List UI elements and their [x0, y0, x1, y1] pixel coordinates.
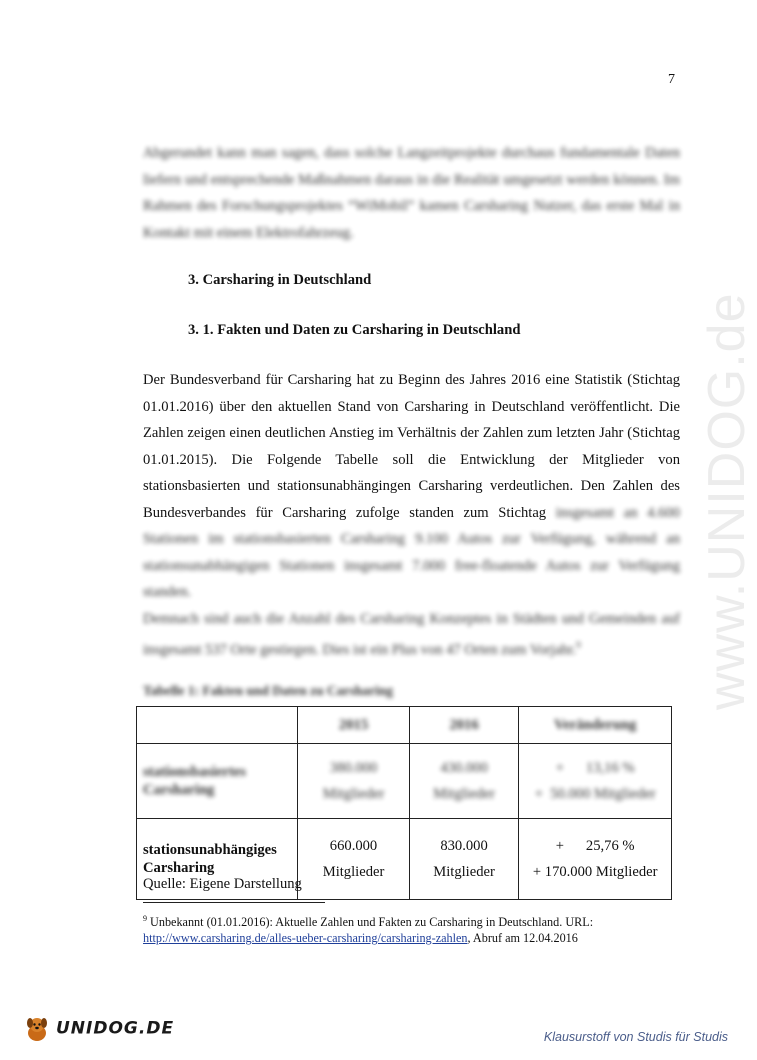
cell-2016: 430.000 Mitglieder: [409, 744, 519, 819]
subsection-heading: 3. 1. Fakten und Daten zu Carsharing in Deutschland: [188, 322, 521, 338]
table-header-row: [137, 707, 672, 744]
row-label-stationsbasiert: stationsbasiertes Carsharing: [137, 744, 298, 819]
footnote-text: Unbekannt (01.01.2016): Aktuelle Zahlen und Fakten zu Carsharing in Deutschland. URL:: [150, 915, 594, 930]
footnote: [143, 911, 683, 946]
table-header-2016: 2016: [409, 707, 519, 744]
blurred-paragraph: Abgerundet kann man sagen, dass solche Langzeitprojekte durchaus fundamentale Daten liefern und entsprechende Maßnahmen daraus in die Realität umgesetzt werden können. Im Rahmen des Forschungsprojektes “WiMobil” kamen Carsharing Nutzer, das erste Mal in Kontakt mit einem Elektrofahrzeug.: [143, 145, 680, 241]
page-number: 7: [668, 72, 675, 87]
dog-icon: [22, 1015, 52, 1045]
body-text: Der Bundesverband für Carsharing hat zu Beginn des Jahres 2016 eine Statistik (Stichtag 01.01.2016) über den aktuellen Stand von Carsharing in Deutschland veröffentlicht. Die Zahlen zeigen einen deutlichen Anstieg im Verhältnis der Zahlen zum letzten Jahr (Stichtag 01.01.2015). Die Folgende Tabelle soll die Entwicklung der Mitglieder von stationsbasierten und stationsunabhängingen Carsharing verdeutlichen. Den Zahlen des Bundesverbandes für Carsharing zufolge standen zum Stichtag: [143, 372, 680, 521]
footnote-link[interactable]: http://www.carsharing.de/alles-ueber-carsharing/carsharing-zahlen: [143, 931, 468, 946]
section-heading: 3. Carsharing in Deutschland: [188, 272, 372, 288]
footnote-number: 9: [143, 914, 147, 923]
watermark: www.UNIDOG.de: [698, 292, 756, 710]
footer-tagline: Klausurstoff von Studis für Studis: [543, 1030, 728, 1044]
table-source: Quelle: Eigene Darstellung: [143, 876, 302, 892]
cell-2016: 830.000 Mitglieder: [409, 819, 519, 900]
cell-2015: 660.000 Mitglieder: [298, 819, 409, 900]
cell-change: + 13,16 % + 50.000 Mitglieder: [519, 744, 672, 819]
cell-change: + 25,76 % + 170.000 Mitglieder: [519, 819, 672, 900]
footnote-ref: 9: [576, 640, 581, 650]
table-header-change: Veränderung: [519, 707, 672, 744]
table-caption: Tabelle 1: Fakten und Daten zu Carsharing: [143, 683, 394, 698]
table-header-2015: 2015: [298, 707, 409, 744]
unidog-logo[interactable]: [22, 1015, 174, 1045]
table-row: [137, 744, 672, 819]
footnote-divider: [143, 902, 325, 903]
body-paragraph: [143, 367, 680, 663]
logo-text: UNIDOG.DE: [56, 1018, 175, 1039]
table-header-empty: [137, 707, 298, 744]
cell-2015: 380.000 Mitglieder: [298, 744, 409, 819]
footnote-suffix: , Abruf am 12.04.2016: [467, 931, 578, 946]
body-blurred-paragraph: Demnach sind auch die Anzahl des Carsharing Konzeptes in Städten und Gemeinden auf insgesamt 537 Orte gestiegen. Dies ist ein Plus von 47 Orten zum Vorjahr.: [143, 610, 680, 658]
body-blurred-continuation: insgesamt an 4.600 Stationen im stationsbasierten Carsharing 9.100 Autos zur Verfügung, während an stationsunabhängigen Stationen insgesamt 7.000 free-floatende Autos zur Verfügung standen.: [143, 504, 680, 600]
data-table: [136, 706, 672, 900]
row-label-stationsunabhaengig: stationsunabhängiges Carsharing: [137, 819, 298, 900]
